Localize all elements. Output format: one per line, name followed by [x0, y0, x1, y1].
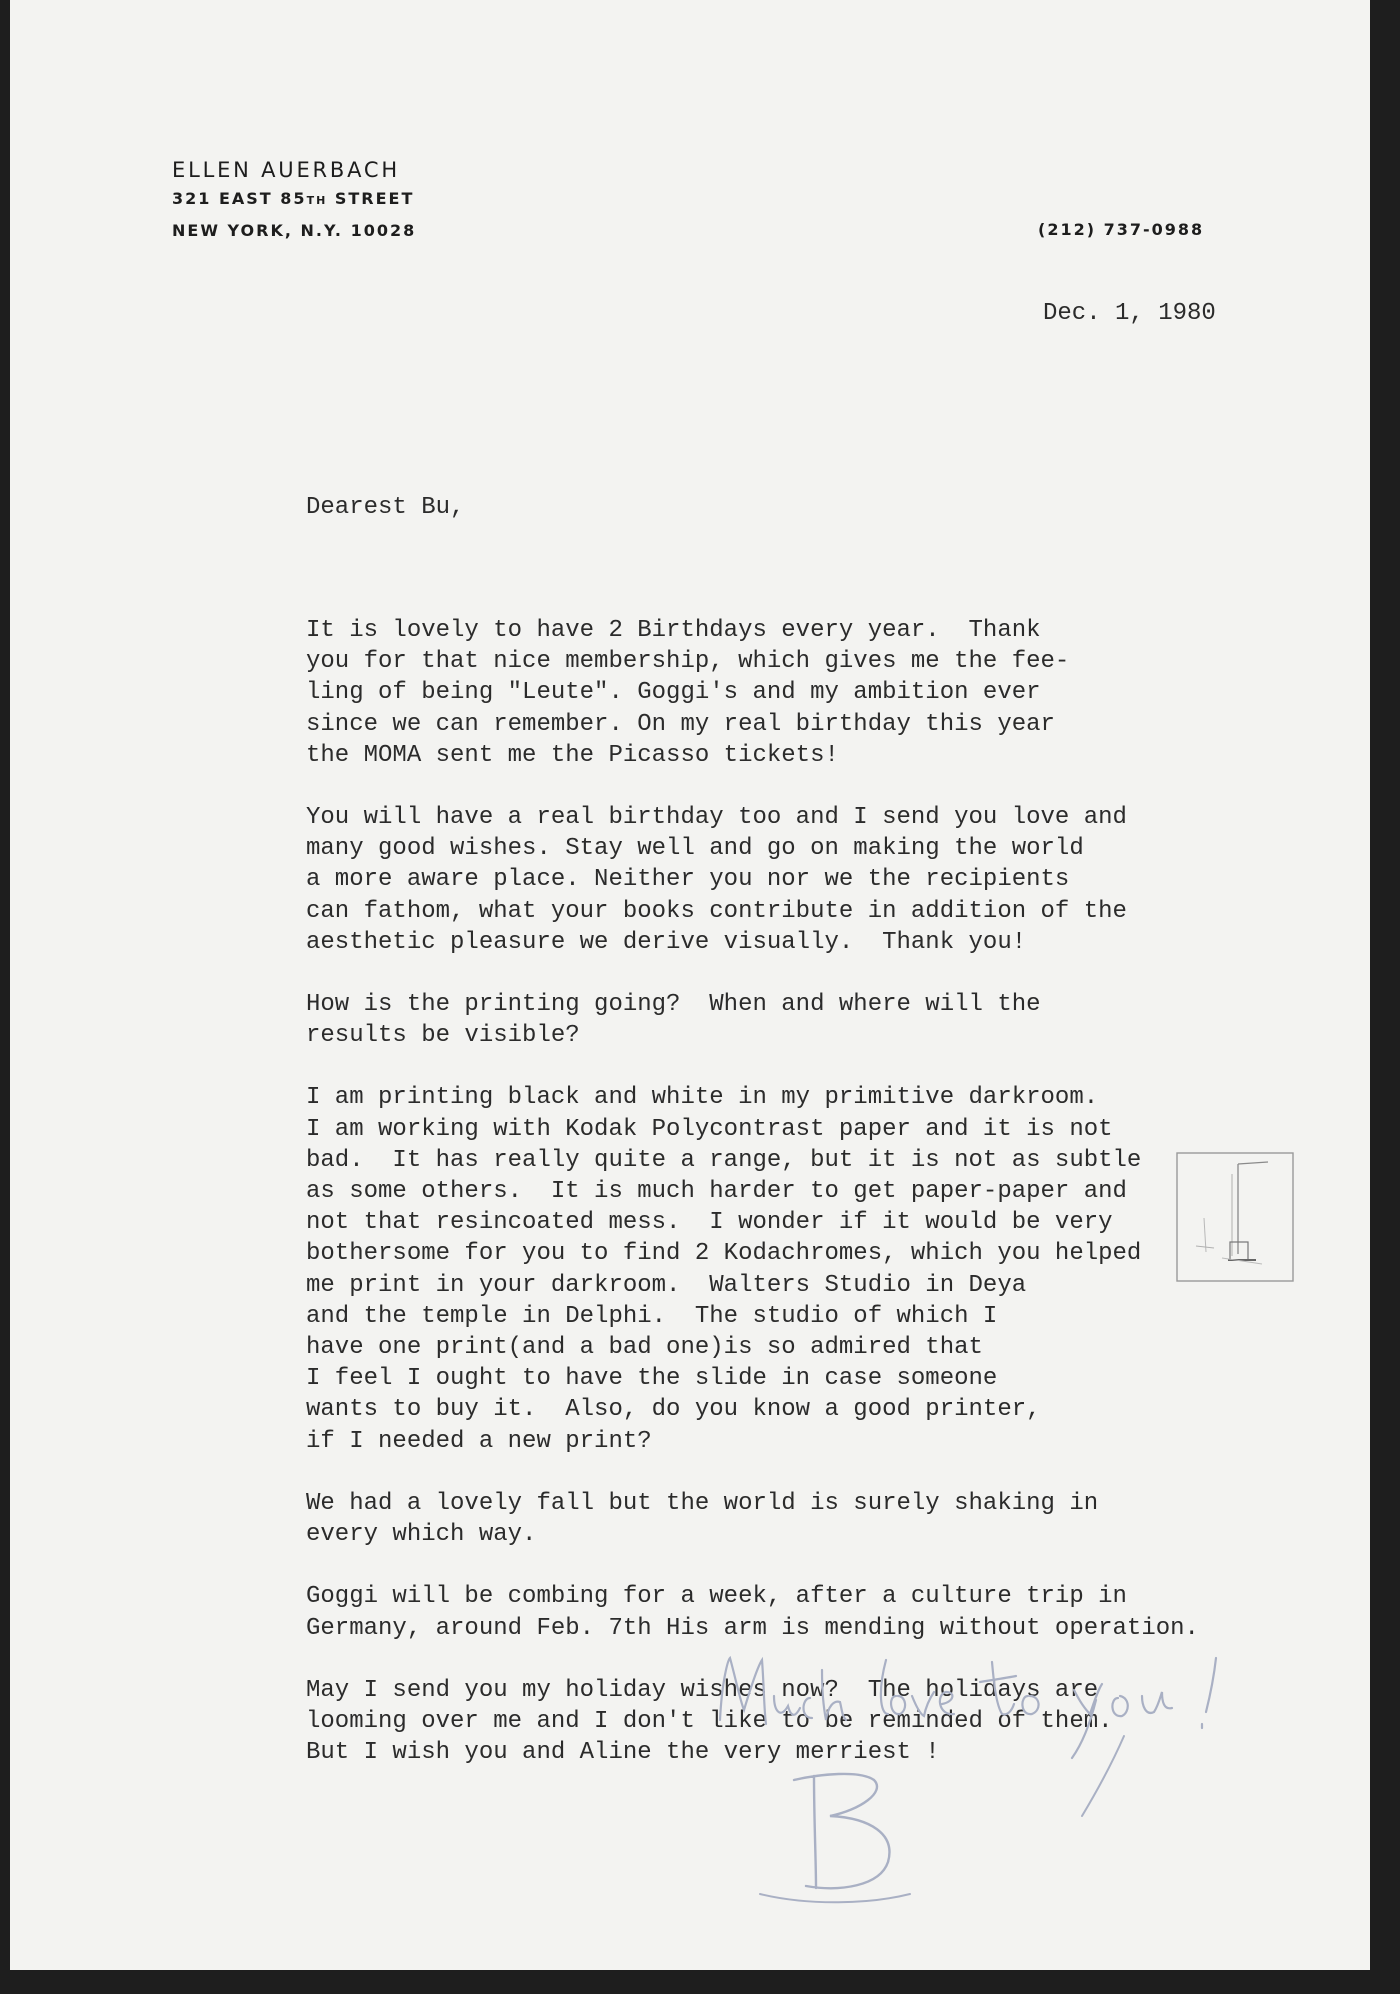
paragraph-line: since we can remember. On my real birthday this year [306, 710, 1055, 738]
letterhead-street [172, 184, 416, 216]
paragraph [306, 1488, 1366, 1550]
pencil-sketch [1174, 1148, 1298, 1288]
paragraph-line: It is lovely to have 2 Birthdays every year. Thank [306, 617, 1041, 645]
paragraph-line: But I wish you and Aline the very merriest ! [306, 1739, 940, 1767]
salutation: Dearest Bu, [306, 494, 465, 522]
letterhead [172, 156, 416, 246]
paragraph-line: I feel I ought to have the slide in case someone [306, 1365, 998, 1393]
paragraph-line: I am printing black and white in my primitive darkroom. [306, 1084, 1099, 1112]
paragraph [306, 1581, 1366, 1643]
handwritten-closing [710, 1640, 1350, 1940]
paragraph-line: bad. It has really quite a range, but it is not as subtle [306, 1146, 1142, 1174]
paragraph [306, 615, 1366, 771]
paragraph-line: not that resincoated mess. I wonder if it would be very [306, 1209, 1113, 1237]
paragraph-line: can fathom, what your books contribute in addition of the [306, 897, 1127, 925]
paragraph-line: May I send you my holiday wishes now? The holidays are [306, 1676, 1099, 1704]
letterhead-city: NEW YORK, N.Y. 10028 [172, 221, 417, 240]
paragraph-line: ling of being "Leute". Goggi's and my ambition ever [306, 679, 1041, 707]
paragraph-line: many good wishes. Stay well and go on making the world [306, 835, 1084, 863]
paragraph-line: results be visible? [306, 1022, 580, 1050]
paragraph [306, 989, 1366, 1051]
paragraph-line: You will have a real birthday too and I send you love and [306, 804, 1127, 832]
paragraph-line: Goggi will be combing for a week, after a culture trip in [306, 1583, 1127, 1611]
paragraph-line: have one print(and a bad one)is so admired that [306, 1334, 983, 1362]
paragraph-line: me print in your darkroom. Walters Studio in Deya [306, 1271, 1027, 1299]
paragraph-line: as some others. It is much harder to get paper-paper and [306, 1178, 1127, 1206]
paragraph-line: and the temple in Delphi. The studio of which I [306, 1302, 998, 1330]
street-suffix: TH [306, 194, 328, 207]
paragraph-line: How is the printing going? When and where will the [306, 991, 1041, 1019]
paragraph-line: a more aware place. Neither you nor we the recipients [306, 866, 1070, 894]
paragraph-line: you for that nice membership, which gives me the fee- [306, 648, 1070, 676]
paragraph-line: I am working with Kodak Polycontrast paper and it is not [306, 1115, 1113, 1143]
paragraph-line: We had a lovely fall but the world is surely shaking in [306, 1489, 1099, 1517]
paragraph-line: wants to buy it. Also, do you know a good printer, [306, 1396, 1041, 1424]
paragraph-line: aesthetic pleasure we derive visually. Thank you! [306, 928, 1027, 956]
paragraph-line: bothersome for you to find 2 Kodachromes, which you helped [306, 1240, 1142, 1268]
street-number: 321 EAST 85 [172, 189, 307, 208]
paragraph [306, 802, 1366, 958]
street-name: STREET [327, 189, 415, 208]
letterhead-phone: (212) 737-0988 [1038, 220, 1205, 239]
letterhead-name: ELLEN AUERBACH [172, 158, 400, 182]
letter-date: Dec. 1, 1980 [1043, 300, 1216, 327]
paragraph-line: every which way. [306, 1521, 537, 1549]
paragraph-line: Germany, around Feb. 7th His arm is mending without operation. [306, 1614, 1199, 1642]
letter-sheet [10, 0, 1370, 1970]
paragraph-line: looming over me and I don't like to be reminded of them. [306, 1707, 1113, 1735]
paragraph-line: if I needed a new print? [306, 1427, 652, 1455]
paragraph-line: the MOMA sent me the Picasso tickets! [306, 741, 839, 769]
